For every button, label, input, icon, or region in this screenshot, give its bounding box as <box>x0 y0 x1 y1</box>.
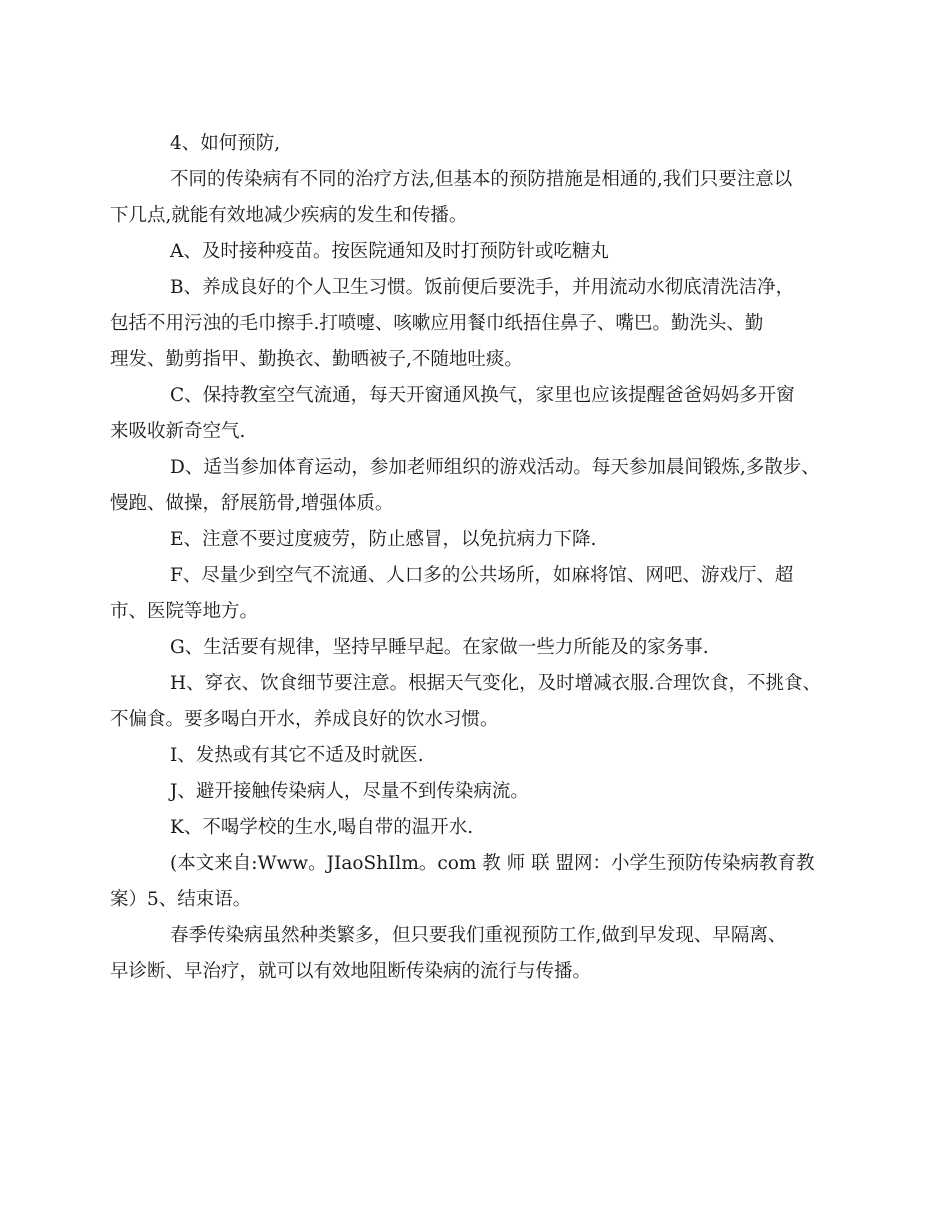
text-line: K、不喝学校的生水,喝自带的温开水. <box>170 817 474 838</box>
text-line: I、发热或有其它不适及时就医. <box>170 745 424 766</box>
paragraph <box>110 666 822 738</box>
text-line: G、生活要有规律，坚持早睡早起。在家做一些力所能及的家务事. <box>170 637 709 658</box>
paragraph <box>110 378 820 450</box>
text-line: H、穿衣、饮食细节要注意。根据天气变化，及时增减衣服.合理饮食，不挑食、 <box>170 673 822 694</box>
paragraph <box>140 630 820 666</box>
paragraph <box>110 450 820 522</box>
paragraph <box>140 810 820 846</box>
text-line: C、保持教室空气流通，每天开窗通风换气，家里也应该提醒爸爸妈妈多开窗 <box>170 385 795 406</box>
paragraph <box>110 918 820 990</box>
text-line: 早诊断、早治疗，就可以有效地阻断传染病的流行与传播。 <box>110 961 592 982</box>
text-line: 下几点,就能有效地减少疾病的发生和传播。 <box>110 205 468 226</box>
text-line: F、尽量少到空气不流通、人口多的公共场所，如麻将馆、网吧、游戏厅、超 <box>170 565 794 586</box>
paragraph <box>140 126 820 162</box>
paragraph <box>140 234 820 270</box>
text-line: 包括不用污浊的毛巾擦手.打喷嚏、咳嗽应用餐巾纸捂住鼻子、嘴巴。勤洗头、勤 <box>110 313 764 334</box>
text-line: 市、医院等地方。 <box>110 601 259 622</box>
text-line: 不偏食。要多喝白开水，养成良好的饮水习惯。 <box>110 709 499 730</box>
text-line: 4、如何预防, <box>170 133 281 154</box>
text-line: (本文来自:Www。JIaoShIlm。com 教 师 联 盟网：小学生预防传染病教育教 <box>170 853 815 874</box>
paragraph <box>140 774 820 810</box>
text-line: 来吸收新奇空气. <box>110 421 246 442</box>
text-line: 理发、勤剪指甲、勤换衣、勤晒被子,不随地吐痰。 <box>110 349 523 370</box>
text-line: 春季传染病虽然种类繁多，但只要我们重视预防工作,做到早发现、早隔离、 <box>170 925 787 946</box>
document-body <box>110 126 822 990</box>
paragraph <box>140 738 820 774</box>
text-line: 慢跑、做操，舒展筋骨,增强体质。 <box>110 493 394 514</box>
paragraph <box>110 270 820 378</box>
paragraph <box>110 162 820 234</box>
text-line: 不同的传染病有不同的治疗方法,但基本的预防措施是相通的,我们只要注意以 <box>170 169 793 190</box>
paragraph <box>110 558 820 630</box>
text-line: A、及时接种疫苗。按医院通知及时打预防针或吃糖丸 <box>170 241 609 262</box>
text-line: B、养成良好的个人卫生习惯。饭前便后要洗手，并用流动水彻底清洗洁净， <box>170 277 795 298</box>
paragraph <box>140 522 820 558</box>
text-line: J、避开接触传染病人，尽量不到传染病流。 <box>170 781 529 802</box>
text-line: D、适当参加体育运动，参加老师组织的游戏活动。每天参加晨间锻炼,多散步、 <box>170 457 820 478</box>
text-line: E、注意不要过度疲劳，防止感冒，以免抗病力下降. <box>170 529 597 550</box>
paragraph <box>110 846 820 918</box>
text-line: 案）5、结束语。 <box>110 889 252 910</box>
